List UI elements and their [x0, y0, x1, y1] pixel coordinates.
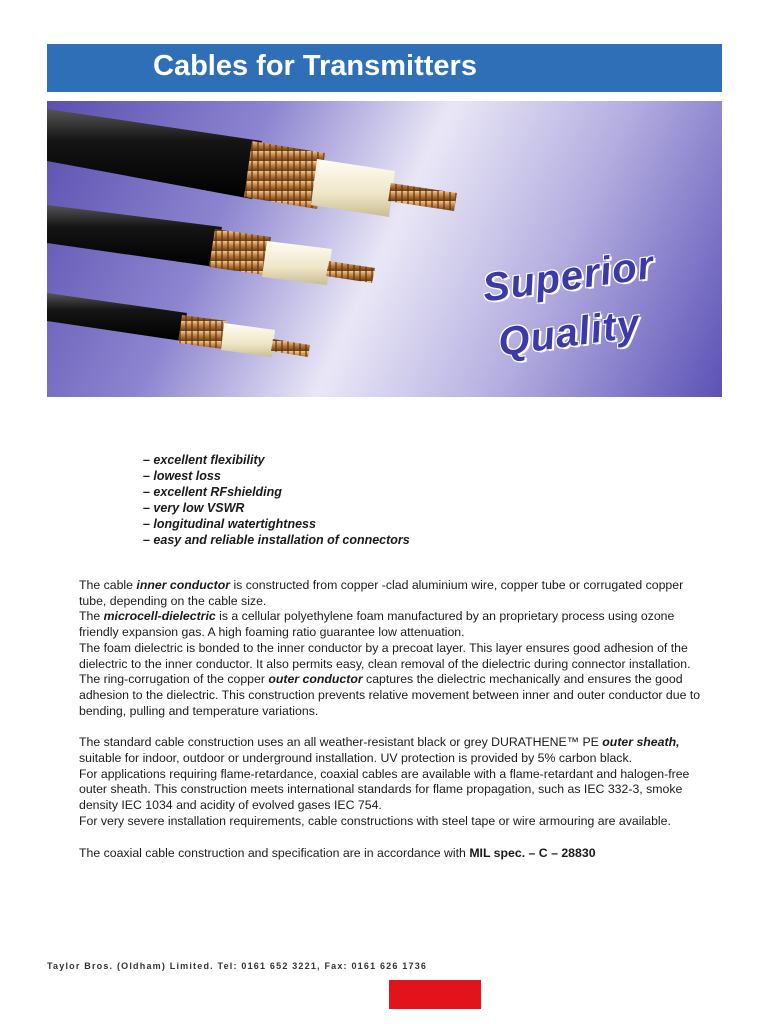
text-span: The ring-corrugation of the copper	[79, 672, 269, 687]
feature-list	[143, 452, 410, 548]
feature-item: – excellent flexibility	[143, 453, 265, 467]
red-block	[389, 980, 481, 1009]
paragraph-outer-sheath	[79, 735, 704, 766]
text-span: is constructed from copper -clad aluminium wire, copper tube or corrugated copper tube, depending on the cable size.	[79, 578, 684, 608]
term-outer-sheath: outer sheath,	[602, 735, 680, 750]
paragraph-precoat: The foam dielectric is bonded to the inner conductor by a precoat layer. This layer ensures good adhesion of the dielectric to the inner conductor. It also permits easy, clean removal of the dielectric during connector installation.	[79, 640, 691, 671]
slogan-line-1: Superior	[479, 242, 657, 311]
paragraph-armouring: For very severe installation requirements, cable constructions with steel tape or wire armouring are available.	[79, 813, 671, 828]
paragraph-outer-conductor	[79, 672, 704, 719]
hero-image	[47, 101, 722, 397]
feature-item: – easy and reliable installation of connectors	[143, 533, 410, 547]
text-span: The coaxial cable construction and specification are in accordance with	[79, 845, 470, 860]
cable-medium	[47, 205, 375, 285]
text-span: is a cellular polyethylene foam manufactured by an proprietary process using ozone friendly expansion gas. A high foaming ratio guarantee low attenuation.	[79, 609, 675, 640]
paragraph-dielectric	[79, 609, 704, 640]
term-dielectric: microcell-dielectric	[103, 609, 216, 624]
text-span: The standard cable construction uses an all weather-resistant black or grey DURATHENE™ PE	[79, 735, 603, 750]
feature-item: – very low VSWR	[143, 501, 245, 515]
text-span: The	[79, 609, 104, 624]
text-span: suitable for indoor, outdoor or underground installation. UV protection is provided by 5% carbon black.	[79, 751, 633, 766]
slogan	[479, 237, 665, 372]
footer-contact: Taylor Bros. (Oldham) Limited. Tel: 0161 652 3221, Fax: 0161 626 1736	[47, 961, 428, 971]
paragraph-flame-retardant: For applications requiring flame-retardance, coaxial cables are available with a flame-retardant and halogen-free outer sheath. This construction meets international standards for flame propagation, such as IEC 332-3, smoke density IEC 1034 and acidity of evolved gases IEC 754.	[79, 766, 690, 813]
page-title: Cables for Transmitters	[153, 50, 477, 82]
feature-item: – excellent RFshielding	[143, 485, 282, 499]
paragraph-mil-spec	[79, 846, 704, 862]
term-outer-conductor: outer conductor	[268, 672, 363, 687]
slogan-line-2: Quality	[495, 301, 643, 365]
paragraph-inner-conductor	[79, 578, 704, 609]
cable-small	[47, 293, 310, 357]
feature-item: – longitudinal watertightness	[143, 517, 316, 531]
mil-spec: MIL spec. – C – 28830	[469, 845, 596, 860]
cable-large	[47, 109, 457, 217]
feature-item: – lowest loss	[143, 469, 221, 483]
term-inner-conductor: inner conductor	[136, 578, 231, 592]
description	[79, 578, 704, 861]
text-span: captures the dielectric mechanically and ensures the good adhesion to the dielectric. This construction prevents relative movement between inner and outer conductor due to bending, pulling and temperature variations.	[79, 672, 701, 718]
title-banner	[47, 44, 722, 92]
text-span: The cable	[79, 578, 137, 592]
